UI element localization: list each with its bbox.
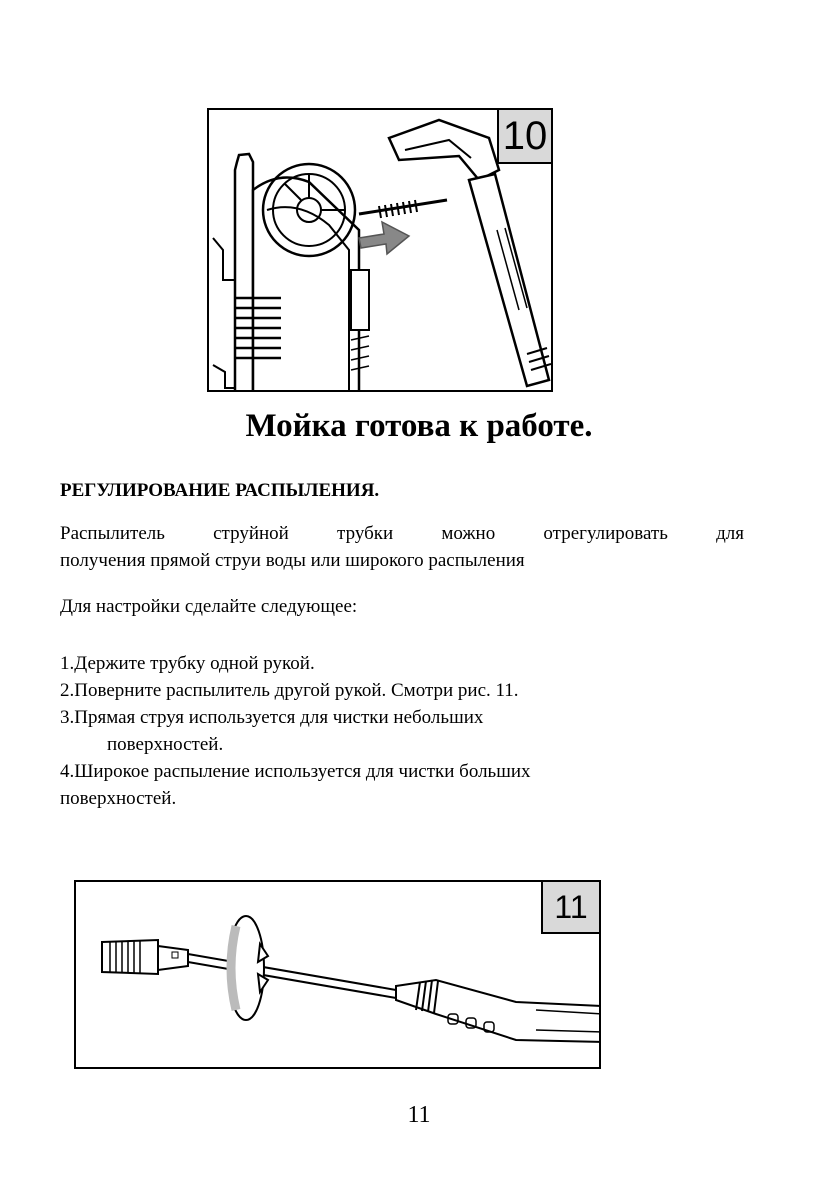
section-title: РЕГУЛИРОВАНИЕ РАСПЫЛЕНИЯ.	[60, 480, 380, 501]
setup-text: Для настройки сделайте следующее:	[60, 596, 358, 617]
intro-line-1: Распылитель струйной трубки можно отрегулировать для	[60, 523, 744, 544]
intro-paragraph	[60, 520, 744, 574]
intro-line-2: получения прямой струи воды или широкого распыления	[60, 550, 525, 571]
figure-10	[207, 108, 553, 392]
figure-11	[74, 880, 601, 1069]
figure-number: 10	[497, 110, 551, 164]
figure-number: 11	[541, 882, 599, 934]
step-2: 2.Поверните распылитель другой рукой. Смотри рис. 11.	[60, 680, 519, 701]
page-number: 11	[407, 1102, 431, 1128]
step-3: 3.Прямая струя используется для чистки небольших	[60, 707, 484, 728]
nozzle-rotation-illustration	[76, 882, 601, 1069]
headline: Мойка готова к работе.	[245, 408, 593, 444]
steps-list	[60, 650, 744, 812]
step-3-cont: поверхностей.	[107, 734, 224, 755]
step-1: 1.Держите трубку одной рукой.	[60, 653, 315, 674]
step-4: 4.Широкое распыление используется для чистки больших	[60, 761, 531, 782]
step-4-cont: поверхностей.	[60, 788, 177, 809]
